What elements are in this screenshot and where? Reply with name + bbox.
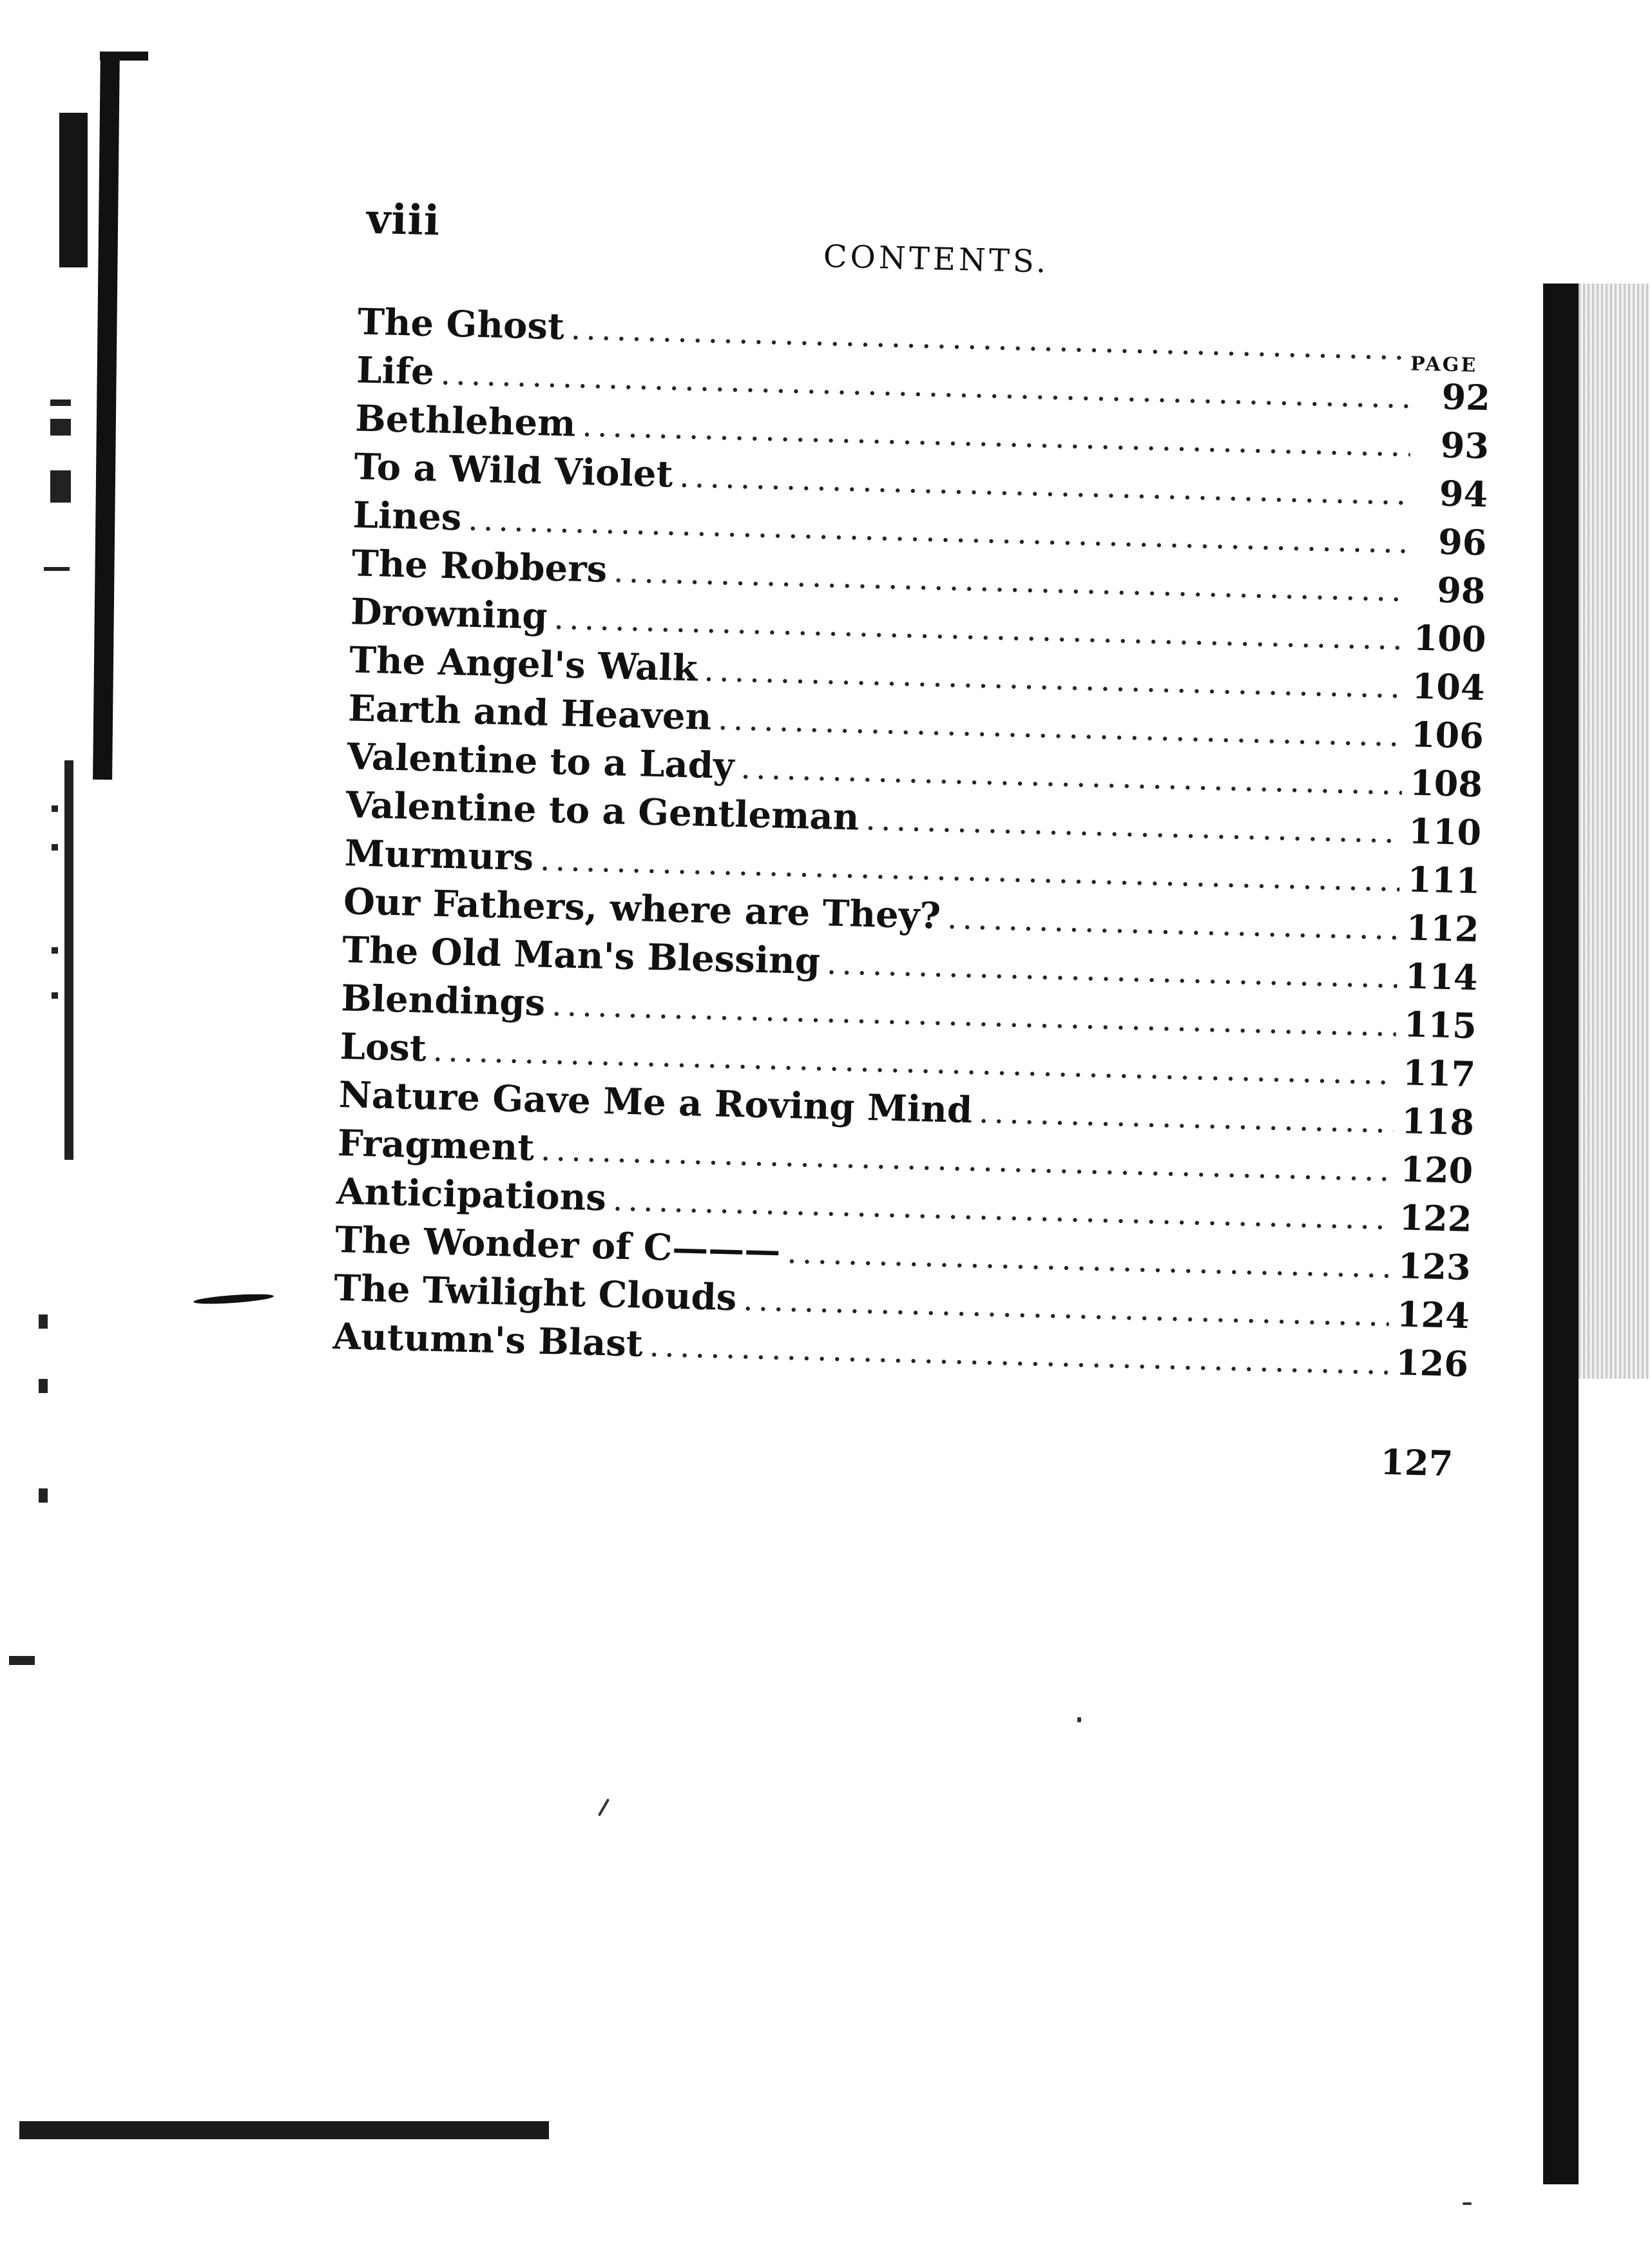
toc-page-number: 98 [1436, 569, 1486, 612]
binding-shadow-left [59, 113, 88, 267]
margin-pen-mark [193, 1293, 274, 1306]
toc-title: Our Fathers, where are They? [343, 880, 941, 938]
toc-title: Valentine to a Lady [346, 735, 735, 787]
toc-title: The Wonder of C——— [334, 1218, 782, 1272]
toc-title: Valentine to a Gentleman [345, 784, 860, 839]
toc-title: Nature Gave Me a Roving Mind [338, 1073, 973, 1132]
toc-page-number: 108 [1409, 762, 1483, 805]
toc-title: Murmurs [344, 832, 534, 880]
binding-edge-right [1543, 284, 1579, 2184]
toc-title: Drowning [350, 590, 548, 638]
toc-page-number: 123 [1397, 1245, 1472, 1289]
toc-title: Autumn's Blast [332, 1314, 644, 1365]
toc-page-number: 94 [1439, 472, 1488, 515]
toc-title: Earth and Heaven [347, 687, 713, 738]
scan-edge-bottom [19, 2121, 549, 2139]
toc-title: Anticipations [336, 1169, 607, 1220]
toc-page-number: 100 [1412, 617, 1487, 660]
toc-page-number: 118 [1401, 1100, 1475, 1144]
trailing-page-number: 127 [1379, 1441, 1454, 1485]
toc-page-number: 117 [1402, 1052, 1476, 1095]
toc-page-number: 112 [1405, 907, 1480, 950]
toc-page-number: 93 [1440, 424, 1490, 467]
toc-page-number: 106 [1410, 713, 1484, 757]
toc-title: Blendings [340, 977, 546, 1025]
page-curl-right [1579, 284, 1649, 1379]
toc-title: The Twilight Clouds [333, 1266, 738, 1320]
toc-page-number: 120 [1399, 1148, 1474, 1192]
table-of-contents [332, 298, 1492, 1389]
toc-page-number: 114 [1405, 955, 1479, 999]
toc-title: Fragment [337, 1122, 535, 1169]
toc-page-number: 111 [1407, 858, 1481, 902]
scan-speck [1077, 1717, 1081, 1722]
toc-title: The Robbers [351, 542, 608, 591]
page-column-label: PAGE [1410, 352, 1478, 377]
toc-page-number [1420, 360, 1491, 362]
toc-title: Bethlehem [354, 397, 577, 445]
toc-page-number: 110 [1408, 810, 1482, 854]
scan-speck [1463, 2202, 1472, 2205]
toc-page-number: 115 [1403, 1003, 1477, 1047]
toc-page-number: 124 [1396, 1293, 1470, 1336]
toc-title: Lost [339, 1025, 427, 1070]
toc-title: The Ghost [357, 300, 565, 349]
toc-page-number: 126 [1395, 1342, 1469, 1385]
binding-edge-left [93, 52, 120, 780]
contents-text-block [265, 193, 1494, 1485]
toc-title: Lines [352, 494, 463, 539]
toc-title: The Angel's Walk [349, 639, 698, 690]
running-head: CONTENTS. [823, 238, 1050, 280]
page-number: viii [366, 195, 441, 245]
scan-speck [598, 1798, 610, 1816]
toc-page-number: 96 [1437, 521, 1488, 564]
toc-page-number: 104 [1412, 665, 1486, 709]
toc-page-number: 122 [1398, 1197, 1473, 1240]
toc-title: Life [356, 349, 435, 394]
toc-title: To a Wild Violet [353, 445, 674, 496]
toc-page-number: 92 [1441, 376, 1491, 419]
toc-title: The Old Man's Blessing [341, 928, 821, 983]
